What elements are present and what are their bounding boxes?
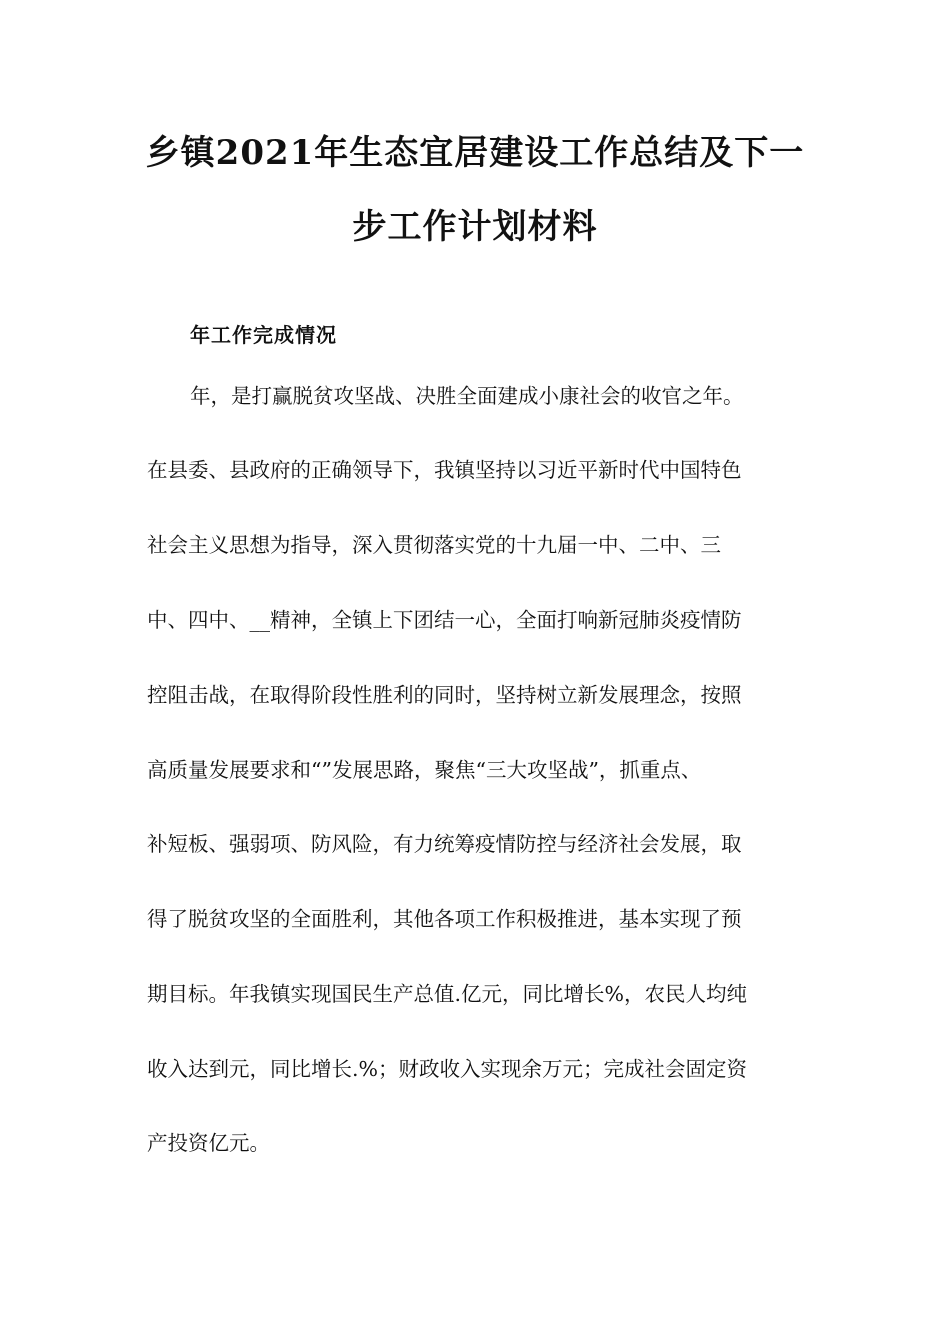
body-line: 在县委、县政府的正确领导下，我镇坚持以习近平新时代中国特色 bbox=[147, 458, 742, 482]
document-title-line-2: 步工作计划材料 bbox=[352, 207, 598, 247]
document-title-line-1: 乡镇2021年生态宜居建设工作总结及下一 bbox=[145, 133, 805, 173]
body-line: 产投资亿元。 bbox=[147, 1131, 270, 1155]
body-line: 高质量发展要求和“”发展思路，聚焦“三大攻坚战”，抓重点、 bbox=[147, 758, 702, 782]
body-line: 期目标。年我镇实现国民生产总值.亿元，同比增长%，农民人均纯 bbox=[147, 982, 747, 1006]
body-line: 年，是打赢脱贫攻坚战、决胜全面建成小康社会的收官之年。 bbox=[190, 384, 744, 408]
body-line: 收入达到元，同比增长.%；财政收入实现余万元；完成社会固定资 bbox=[147, 1057, 747, 1081]
body-line: 得了脱贫攻坚的全面胜利，其他各项工作积极推进，基本实现了预 bbox=[147, 907, 742, 931]
body-line: 补短板、强弱项、防风险，有力统筹疫情防控与经济社会发展，取 bbox=[147, 832, 742, 856]
body-line: 社会主义思想为指导，深入贯彻落实党的十九届一中、二中、三 bbox=[147, 533, 721, 557]
body-line: 中、四中、__精神，全镇上下团结一心，全面打响新冠肺炎疫情防 bbox=[147, 608, 742, 632]
section-heading: 年工作完成情况 bbox=[190, 323, 337, 347]
body-line: 控阻击战，在取得阶段性胜利的同时，坚持树立新发展理念，按照 bbox=[147, 683, 742, 707]
